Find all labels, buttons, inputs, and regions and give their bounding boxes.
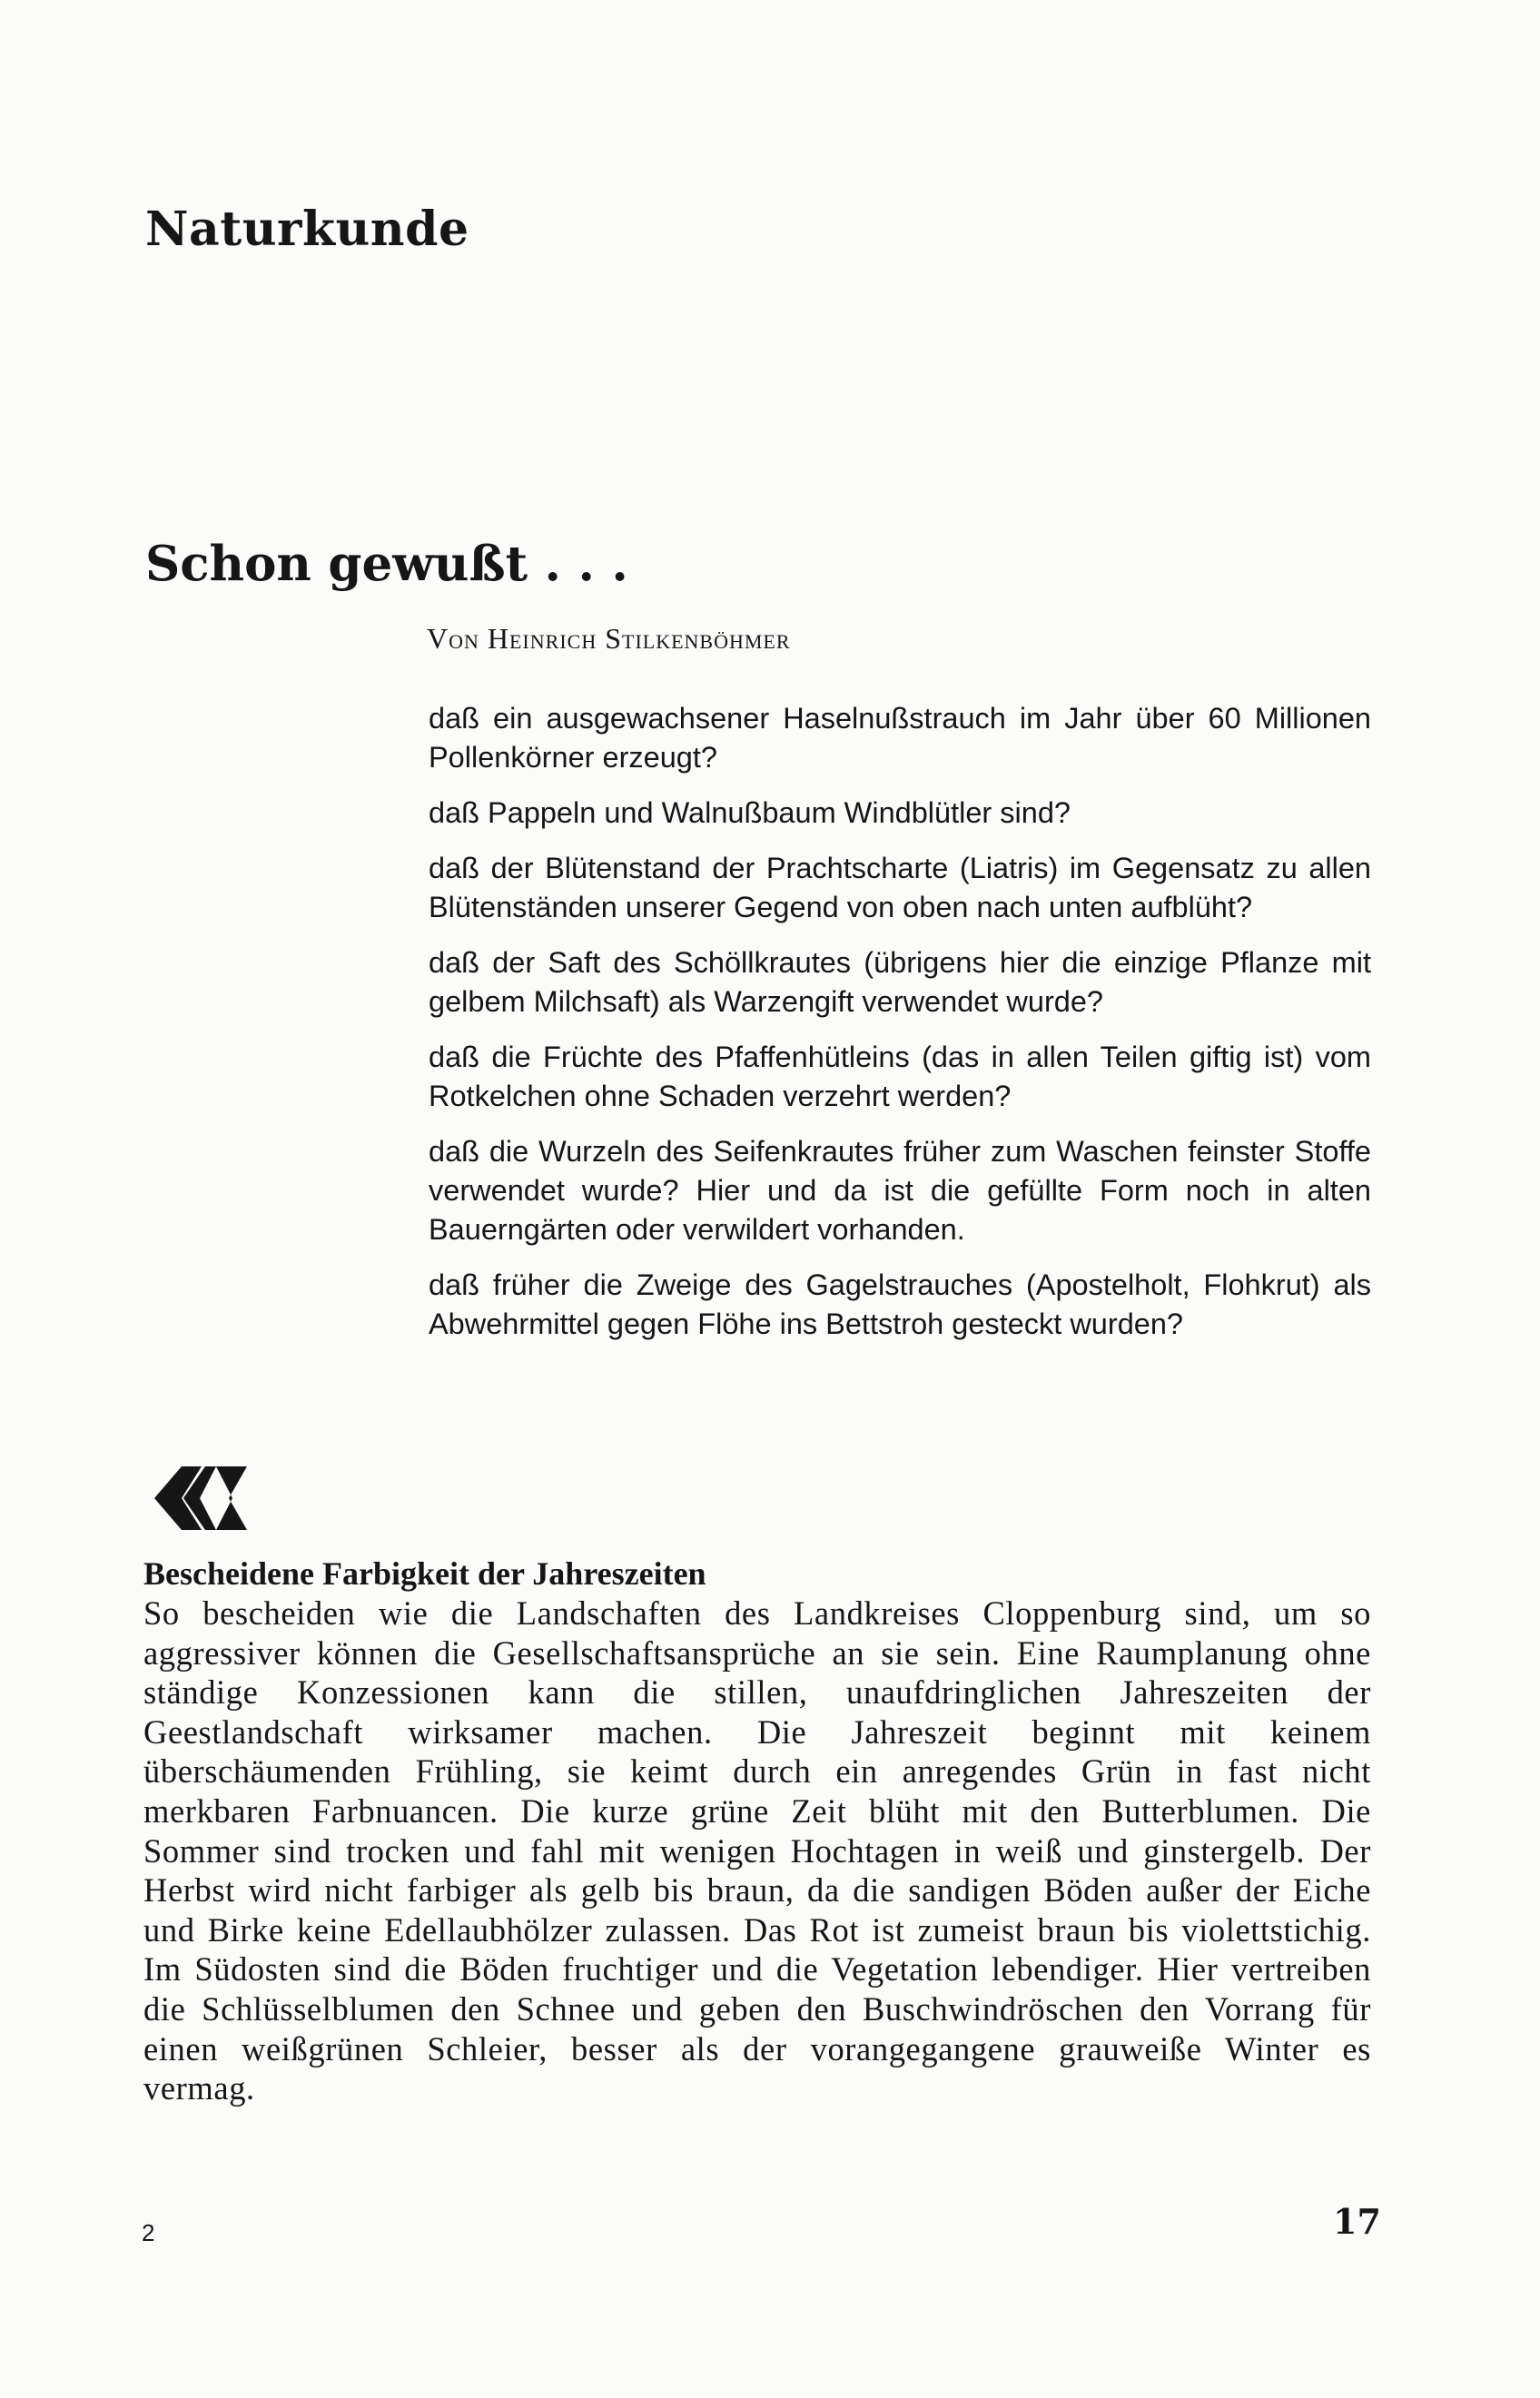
fact-item: daß früher die Zweige des Gagelstrauches (Apostelholt, Flohkrut) als Abwehrmittel gegen Flöhe ins Bettstroh gesteckt wurden?	[429, 1268, 1371, 1340]
fact-item: daß Pappeln und Walnußbaum Windblütler sind?	[429, 796, 1071, 829]
fact-item: daß der Saft des Schöllkrautes (übrigens hier die einzige Pflanze mit gelbem Milchsaft) als Warzengift verwendet wurde?	[429, 946, 1371, 1018]
page-number: 17	[1333, 2201, 1381, 2242]
fact-item: daß ein ausgewachsener Haselnußstrauch im Jahr über 60 Millionen Pollenkörner erzeugt?	[429, 702, 1371, 774]
fact-item: daß die Wurzeln des Seifenkrautes früher zum Waschen feinster Stoffe verwendet wurde? Hier und da ist die gefüllte Form noch in alten Bauerngärten oder verwildert vorhanden.	[429, 1135, 1371, 1246]
sub-article-body: So bescheiden wie die Landschaften des Landkreises Cloppenburg sind, um so aggressiver können die Gesellschaftsansprüche an sie sein. Eine Raumplanung ohne ständige Konzessionen kann die stillen, unaufdringlichen Jahreszeiten der Geestlandschaft wirksamer machen. Die Jahreszeit beginnt mit keinem überschäumenden Frühling, sie keimt durch ein anregendes Grün in fast nicht merkbaren Farbnuancen. Die kurze grüne Zeit blüht mit den Butterblumen. Die Sommer sind trocken und fahl mit wenigen Hochtagen in weiß und ginstergelb. Der Herbst wird nicht farbiger als gelb bis braun, da die sandigen Böden außer der Eiche und Birke keine Edellaubhölzer zulassen. Das Rot ist zumeist braun bis violettstichig. Im Südosten sind die Böden fruchtiger und die Vegetation lebendiger. Hier vertreiben die Schlüsselblumen den Schnee und geben den Buschwindröschen den Vorrang für einen weißgrünen Schleier, besser als der vorangegangene grauweiße Winter es vermag.	[143, 1594, 1371, 2107]
section-title: Naturkunde	[145, 202, 469, 257]
hk-logo-icon	[145, 1462, 254, 1535]
signature-mark: 2	[142, 2219, 155, 2246]
author-byline: Von Heinrich Stilkenböhmer	[427, 622, 791, 655]
sub-article-heading: Bescheidene Farbigkeit der Jahreszeiten	[143, 1555, 706, 1592]
fact-item: daß die Früchte des Pfaffenhütleins (das in allen Teilen giftig ist) vom Rotkelchen ohne Schaden verzehrt werden?	[429, 1041, 1371, 1112]
article-title: Schon gewußt . . .	[145, 536, 628, 592]
fact-list	[429, 699, 1371, 1360]
fact-item: daß der Blütenstand der Prachtscharte (Liatris) im Gegensatz zu allen Blütenständen unserer Gegend von oben nach unten aufblüht?	[429, 852, 1371, 923]
